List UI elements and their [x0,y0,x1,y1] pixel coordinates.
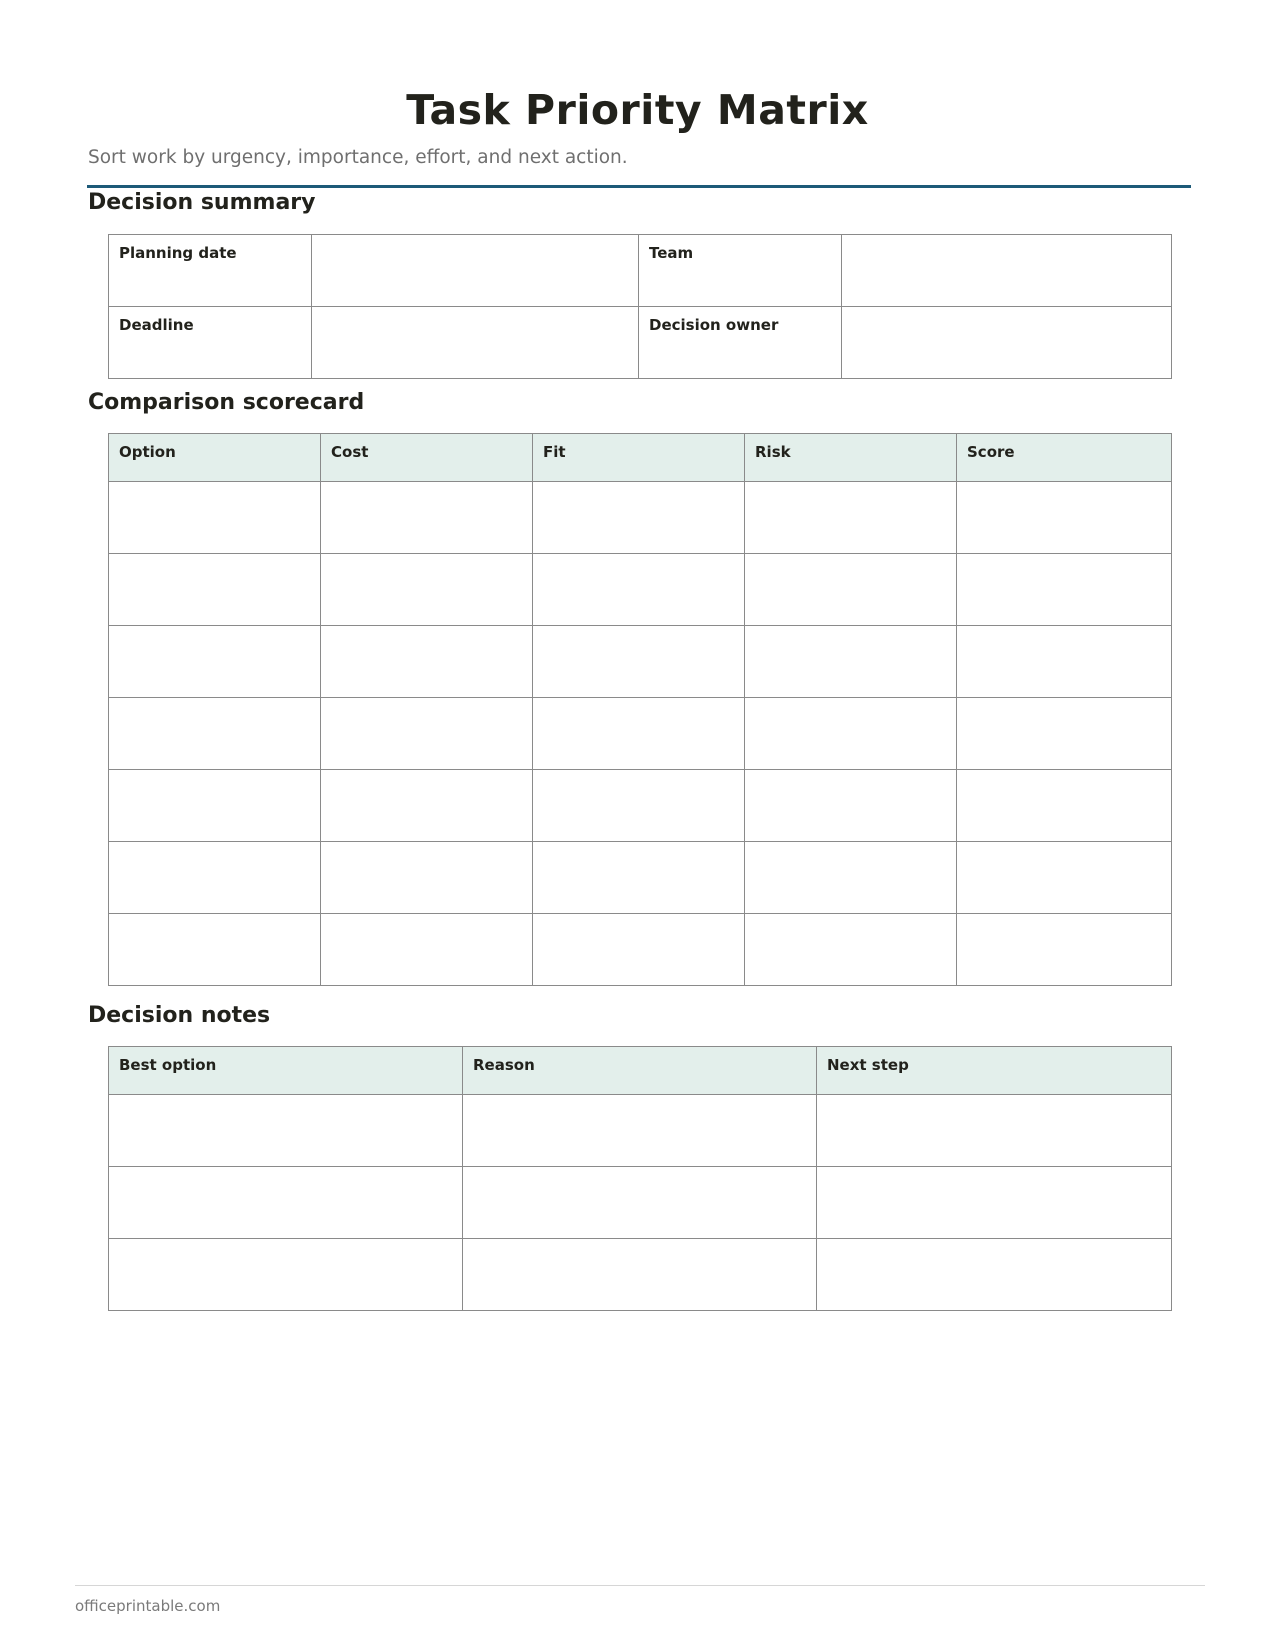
table-cell[interactable] [109,1239,463,1311]
planning-date-field[interactable] [312,235,639,307]
table-cell[interactable] [957,482,1172,554]
footer-source: officeprintable.com [75,1597,221,1615]
table-cell[interactable] [533,482,745,554]
table-cell[interactable] [321,554,533,626]
table-cell[interactable] [957,626,1172,698]
decision-summary-heading: Decision summary [88,190,316,215]
table-row [109,914,1172,986]
table-row [109,626,1172,698]
table-cell[interactable] [957,554,1172,626]
table-cell[interactable] [745,482,957,554]
summary-label-cell [639,307,842,379]
table-cell[interactable] [533,770,745,842]
column-header-risk: Risk [745,434,957,482]
table-cell[interactable] [321,698,533,770]
table-cell[interactable] [321,482,533,554]
table-row [109,698,1172,770]
decision-notes-table [108,1046,1172,1311]
planning-date-label: Planning date [119,244,237,262]
table-row [109,770,1172,842]
comparison-scorecard-heading: Comparison scorecard [88,390,365,415]
table-cell[interactable] [957,770,1172,842]
column-header-reason: Reason [463,1047,817,1095]
table-cell[interactable] [109,626,321,698]
table-row [109,842,1172,914]
table-cell[interactable] [745,626,957,698]
decision-summary-table [108,234,1172,379]
summary-label-cell [639,235,842,307]
table-cell[interactable] [957,698,1172,770]
team-label: Team [649,244,694,262]
table-row [109,1239,1172,1311]
table-cell[interactable] [109,482,321,554]
page-title: Task Priority Matrix [406,86,869,134]
team-field[interactable] [842,235,1172,307]
column-header-fit: Fit [533,434,745,482]
summary-row [109,235,1172,307]
table-cell[interactable] [745,842,957,914]
table-cell[interactable] [817,1239,1172,1311]
table-cell[interactable] [957,842,1172,914]
summary-label-cell [109,307,312,379]
decision-notes-heading: Decision notes [88,1003,271,1028]
table-cell[interactable] [109,1095,463,1167]
table-cell[interactable] [745,914,957,986]
summary-row [109,307,1172,379]
table-cell[interactable] [533,698,745,770]
column-header-option: Option [109,434,321,482]
table-cell[interactable] [321,914,533,986]
comparison-scorecard-table [108,433,1172,986]
table-cell[interactable] [321,842,533,914]
table-cell[interactable] [109,914,321,986]
column-header-cost: Cost [321,434,533,482]
deadline-label: Deadline [119,316,194,334]
table-cell[interactable] [533,914,745,986]
column-header-score: Score [957,434,1172,482]
column-header-best-option: Best option [109,1047,463,1095]
table-cell[interactable] [533,626,745,698]
table-cell[interactable] [109,554,321,626]
table-row [109,554,1172,626]
table-row [109,1167,1172,1239]
table-row [109,1095,1172,1167]
column-header-next-step: Next step [817,1047,1172,1095]
decision-owner-label: Decision owner [649,316,779,334]
table-cell[interactable] [109,698,321,770]
scorecard-header-row [109,434,1172,482]
table-cell[interactable] [321,770,533,842]
table-cell[interactable] [533,554,745,626]
table-cell[interactable] [463,1239,817,1311]
table-cell[interactable] [463,1167,817,1239]
table-cell[interactable] [109,770,321,842]
table-cell[interactable] [745,554,957,626]
deadline-field[interactable] [312,307,639,379]
footer-divider [75,1585,1205,1586]
table-cell[interactable] [533,842,745,914]
table-cell[interactable] [957,914,1172,986]
table-cell[interactable] [817,1167,1172,1239]
table-cell[interactable] [745,698,957,770]
table-cell[interactable] [109,842,321,914]
table-cell[interactable] [745,770,957,842]
table-row [109,482,1172,554]
decision-owner-field[interactable] [842,307,1172,379]
summary-label-cell [109,235,312,307]
table-cell[interactable] [463,1095,817,1167]
table-cell[interactable] [109,1167,463,1239]
page-subtitle: Sort work by urgency, importance, effort, and next action. [88,147,628,168]
title-divider [87,185,1191,188]
table-cell[interactable] [321,626,533,698]
notes-header-row [109,1047,1172,1095]
table-cell[interactable] [817,1095,1172,1167]
